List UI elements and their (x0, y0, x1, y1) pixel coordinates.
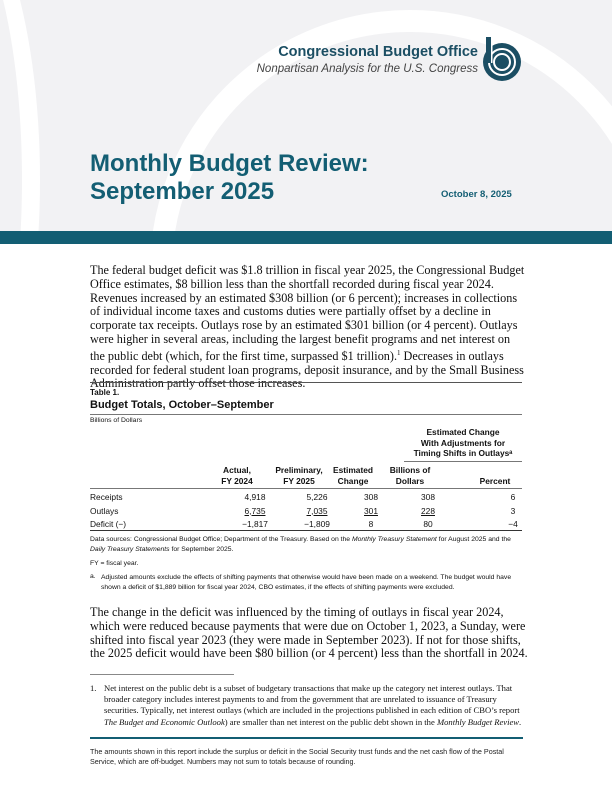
logo-tagline: Nonpartisan Analysis for the U.S. Congress (256, 63, 478, 75)
table-cell: 308 (421, 492, 435, 502)
group-header-line: Estimated Change (426, 427, 500, 437)
intro-text: Decreases in outlays recorded for federal student loan programs, deposit insurance, and by the Small Business Administration partly offset those increases. (90, 348, 524, 391)
divider (90, 382, 522, 383)
cbo-logo-icon (478, 37, 522, 83)
group-header-line: With Adjustments for (420, 437, 506, 448)
intro-paragraph (90, 264, 528, 391)
divider (90, 530, 522, 531)
table-cell: 301 (364, 505, 378, 516)
col-header (375, 465, 445, 486)
table-cell: 80 (423, 519, 433, 529)
col-header-line: Preliminary, (275, 465, 323, 475)
group-header (404, 427, 522, 459)
table-cell: 3 (510, 505, 516, 516)
row-label: Deficit (−) (90, 519, 127, 529)
timing-paragraph: The change in the deficit was influenced by the timing of outlays in fiscal year 2024, which were reduced because payments that were due on October 1, 2023, a Sunday, were shifted into fiscal year 2023 (they were made in September 2023). If not for those shifts, the 2025 deficit would have been $80 billion (or 4 percent) less than the shortfall in 2024. (90, 605, 528, 661)
col-header-line: Percent (479, 475, 511, 486)
title-line: Monthly Budget Review: (90, 150, 369, 177)
footnote-ref[interactable]: 1 (397, 348, 401, 357)
divider (404, 461, 522, 462)
budget-table (90, 382, 522, 591)
text: for August 2025 and the (436, 536, 511, 543)
table-sources (90, 535, 522, 555)
footnote-marker: 1. (90, 683, 97, 693)
col-header-line: Estimated (332, 465, 374, 475)
col-header-line: Dollars (395, 475, 425, 486)
col-header-line: Billions of (389, 465, 431, 475)
col-header (460, 465, 530, 486)
divider (90, 488, 522, 489)
table-cell: −4 (508, 519, 518, 529)
table-title: Budget Totals, October–September (90, 399, 274, 411)
col-header-line: FY 2024 (221, 475, 253, 486)
fy-note: FY = fiscal year. (90, 560, 139, 567)
page-title (90, 150, 369, 206)
table-cell: −1,817 (242, 519, 268, 529)
table-units: Billions of Dollars (90, 417, 143, 424)
text: Data sources: Congressional Budget Office; Department of the Treasury. Based on the (90, 536, 352, 543)
text: for September 2025. (169, 546, 234, 553)
table-cell: 6,735 (244, 505, 266, 516)
header-band (0, 231, 612, 244)
table-cell: 8 (368, 519, 374, 529)
col-header-line: FY 2025 (283, 475, 315, 486)
logo-name: Congressional Budget Office (278, 44, 478, 60)
text: ) are smaller than net interest on the public debt shown in the (224, 716, 437, 727)
intro-text: The federal budget deficit was $1.8 trillion in fiscal year 2025, the Congressional Budget Office estimates, $8 billion less than the shortfall recorded during fiscal year 2024. Revenues increased by an estimated $308 billion (or 6 percent); increases in collections of individual income taxes and customs duties were partially offset by a decline in corporate tax receipts. Outlays rose by an estimated $301 billion (or 4 percent). Outlays were higher in several areas, including the largest benefit programs and net interest on the public debt (which, for the first time, surpassed $1 trillion). (90, 263, 525, 363)
text: Daily Treasury Statements (90, 546, 170, 553)
title-line: September 2025 (90, 178, 275, 205)
table-label: Table 1. (90, 388, 120, 397)
text: Monthly Budget Review (436, 716, 520, 727)
note-marker: a. (90, 573, 96, 580)
col-header-line: Actual, (223, 465, 251, 475)
text: The Budget and Economic Outlook (104, 716, 225, 727)
publication-date: October 8, 2025 (441, 189, 512, 200)
col-header (202, 465, 272, 486)
table-cell: −1,809 (304, 519, 330, 529)
row-label: Outlays (90, 505, 119, 516)
table-cell: 228 (421, 505, 435, 516)
footnote-1 (104, 683, 528, 728)
table-cell: 5,226 (306, 492, 328, 502)
table-note-a: Adjusted amounts exclude the effects of shifting payments that otherwise would have been made on a weekend. The budget would have shown a deficit of $1,889 billion for fiscal year 2024, CBO estimates, if the effects of shifting payments were excluded. (101, 574, 512, 591)
text: Net interest on the public debt is a subset of budgetary transactions that make up the category net interest outlays. That broader category includes interest payments to and from the government that are unrelated to issuance of Treasury securities. Typically, net interest outlays (which are included in the projections published in each edition of CBO’s report (104, 683, 520, 716)
divider (90, 414, 522, 415)
col-header-line (460, 465, 530, 476)
footnote-divider (90, 674, 234, 675)
group-header-line: Timing Shifts in Outlaysᵃ (413, 448, 513, 458)
text: . (519, 716, 522, 727)
table-cell: 4,918 (244, 492, 266, 502)
col-header-line: Change (337, 475, 369, 486)
table-cell: 308 (364, 492, 378, 502)
text: Monthly Treasury Statement (351, 536, 437, 543)
row-label: Receipts (90, 492, 123, 502)
bottom-note: The amounts shown in this report include the surplus or deficit in the Social Security trust funds and the net cash flow of the Postal Service, which are off-budget. Numbers may not sum to totals because of rounding. (90, 747, 504, 766)
bottom-rule (90, 737, 523, 739)
decorative-arc (0, 0, 40, 231)
table-cell: 7,035 (306, 505, 328, 516)
table-cell: 6 (510, 492, 516, 502)
